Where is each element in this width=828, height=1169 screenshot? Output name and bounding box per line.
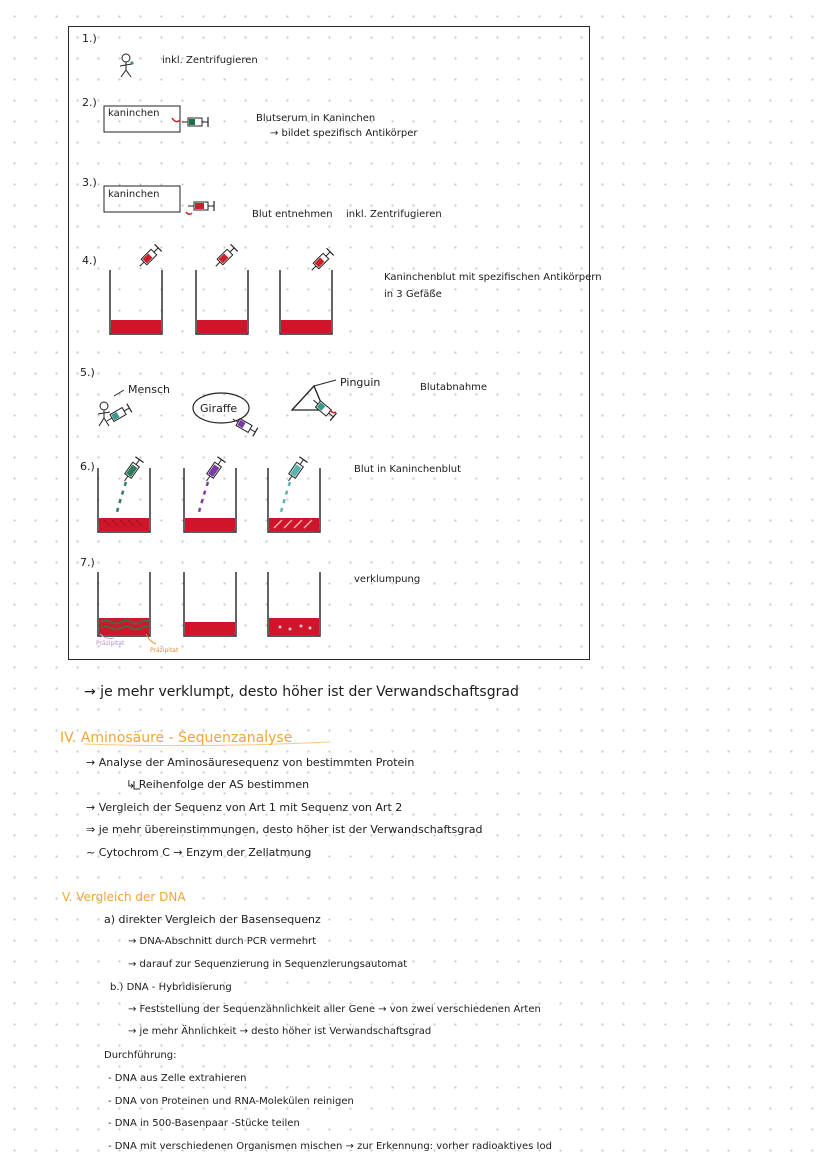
syringe-icon	[308, 248, 333, 273]
step-7-text: verklumpung	[354, 574, 421, 585]
human-stick-figure-icon	[98, 390, 124, 426]
step-5-text: Blutabnahme	[420, 382, 488, 393]
section-5-b-line-2: → je mehr Ähnlichkeit → desto höher ist Verwandschaftsgrad	[128, 1026, 432, 1037]
step-4-number: 4.)	[82, 254, 97, 267]
syringe-icon	[104, 404, 132, 426]
step-6-number: 6.)	[80, 460, 95, 473]
human-label: Mensch	[128, 383, 170, 396]
section-5-a-line-2: → darauf zur Sequenzierung in Sequenzierungsautomat	[128, 959, 408, 970]
beakers-step-4	[110, 244, 334, 334]
step-3-box-label: kaninchen	[108, 189, 160, 200]
procedure-step-1: - DNA aus Zelle extrahieren	[108, 1073, 247, 1084]
procedure-step-3: - DNA in 500-Basenpaar -Stücke teilen	[108, 1118, 300, 1129]
step-1-number: 1.)	[82, 32, 97, 45]
procedure-step-4: - DNA mit verschiedenen Organismen mischen → zur Erkennung: vorher radioaktives Iod	[108, 1141, 552, 1152]
stick-figure-icon	[120, 54, 134, 77]
step-5-number: 5.)	[80, 366, 95, 379]
section-5-b-title: b.) DNA - Hybridisierung	[110, 982, 232, 993]
section-4-line-1: → Analyse der Aminosäuresequenz von bestimmten Protein	[86, 756, 415, 769]
step-2-number: 2.)	[82, 96, 97, 109]
section-5-b-line-1: → Feststellung der Sequenzähnlichkeit aller Gene → von zwei verschiedenen Arten	[128, 1004, 541, 1015]
step-2-text-2: → bildet spezifisch Antikörper	[270, 128, 418, 139]
section-5-a-title: a) direkter Vergleich der Basensequenz	[104, 913, 321, 926]
syringe-icon	[212, 244, 237, 269]
conclusion-text: → je mehr verklumpt, desto höher ist der Verwandschaftsgrad	[84, 684, 519, 700]
section-4-line-4: ⇒ je mehr übereinstimmungen, desto höher ist der Verwandschaftsgrad	[86, 823, 483, 836]
procedure-step-2: - DNA von Proteinen und RNA-Molekülen reinigen	[108, 1096, 354, 1107]
section-4-line-3: → Vergleich der Sequenz von Art 1 mit Sequenz von Art 2	[86, 801, 403, 814]
section-4-line-2: ↳ Reihenfolge der AS bestimmen	[126, 778, 310, 791]
precipitate-label-a: Präzipitat	[96, 640, 125, 647]
section-5-a-line-1: → DNA-Abschnitt durch PCR vermehrt	[128, 936, 317, 947]
beakers-step-7	[98, 572, 320, 644]
syringe-icon	[182, 117, 208, 127]
giraffe-label: Giraffe	[200, 402, 238, 415]
syringe-icon	[188, 201, 214, 211]
syringe-icon	[230, 415, 258, 437]
procedure-title: Durchführung:	[104, 1050, 177, 1061]
step-3-number: 3.)	[82, 176, 97, 189]
step-7-number: 7.)	[80, 556, 95, 569]
syringe-icon	[136, 244, 161, 269]
precipitate-label-b: Präzipitat	[150, 647, 179, 654]
section-4-line-5: ~ Cytochrom C → Enzym der Zellatmung	[86, 846, 312, 859]
step-1-text: inkl. Zentrifugieren	[162, 55, 258, 66]
section-4-title: IV. Aminosäure - Sequenzanalyse	[60, 730, 293, 746]
step-3-text-1: Blut entnehmen	[252, 209, 333, 220]
step-6-text: Blut in Kaninchenblut	[354, 464, 462, 475]
step-4-text-1: Kaninchenblut mit spezifischen Antikörpern	[384, 272, 602, 283]
section-5-title: V. Vergleich der DNA	[62, 890, 186, 904]
step-2-box-label: kaninchen	[108, 108, 160, 119]
penguin-label: Pinguin	[340, 376, 381, 389]
beakers-step-6	[98, 457, 320, 532]
step-2-text-1: Blutserum in Kaninchen	[256, 113, 376, 124]
step-4-text-2: in 3 Gefäße	[384, 289, 442, 300]
syringe-icon	[310, 396, 336, 420]
step-3-text-2: inkl. Zentrifugieren	[346, 209, 442, 220]
